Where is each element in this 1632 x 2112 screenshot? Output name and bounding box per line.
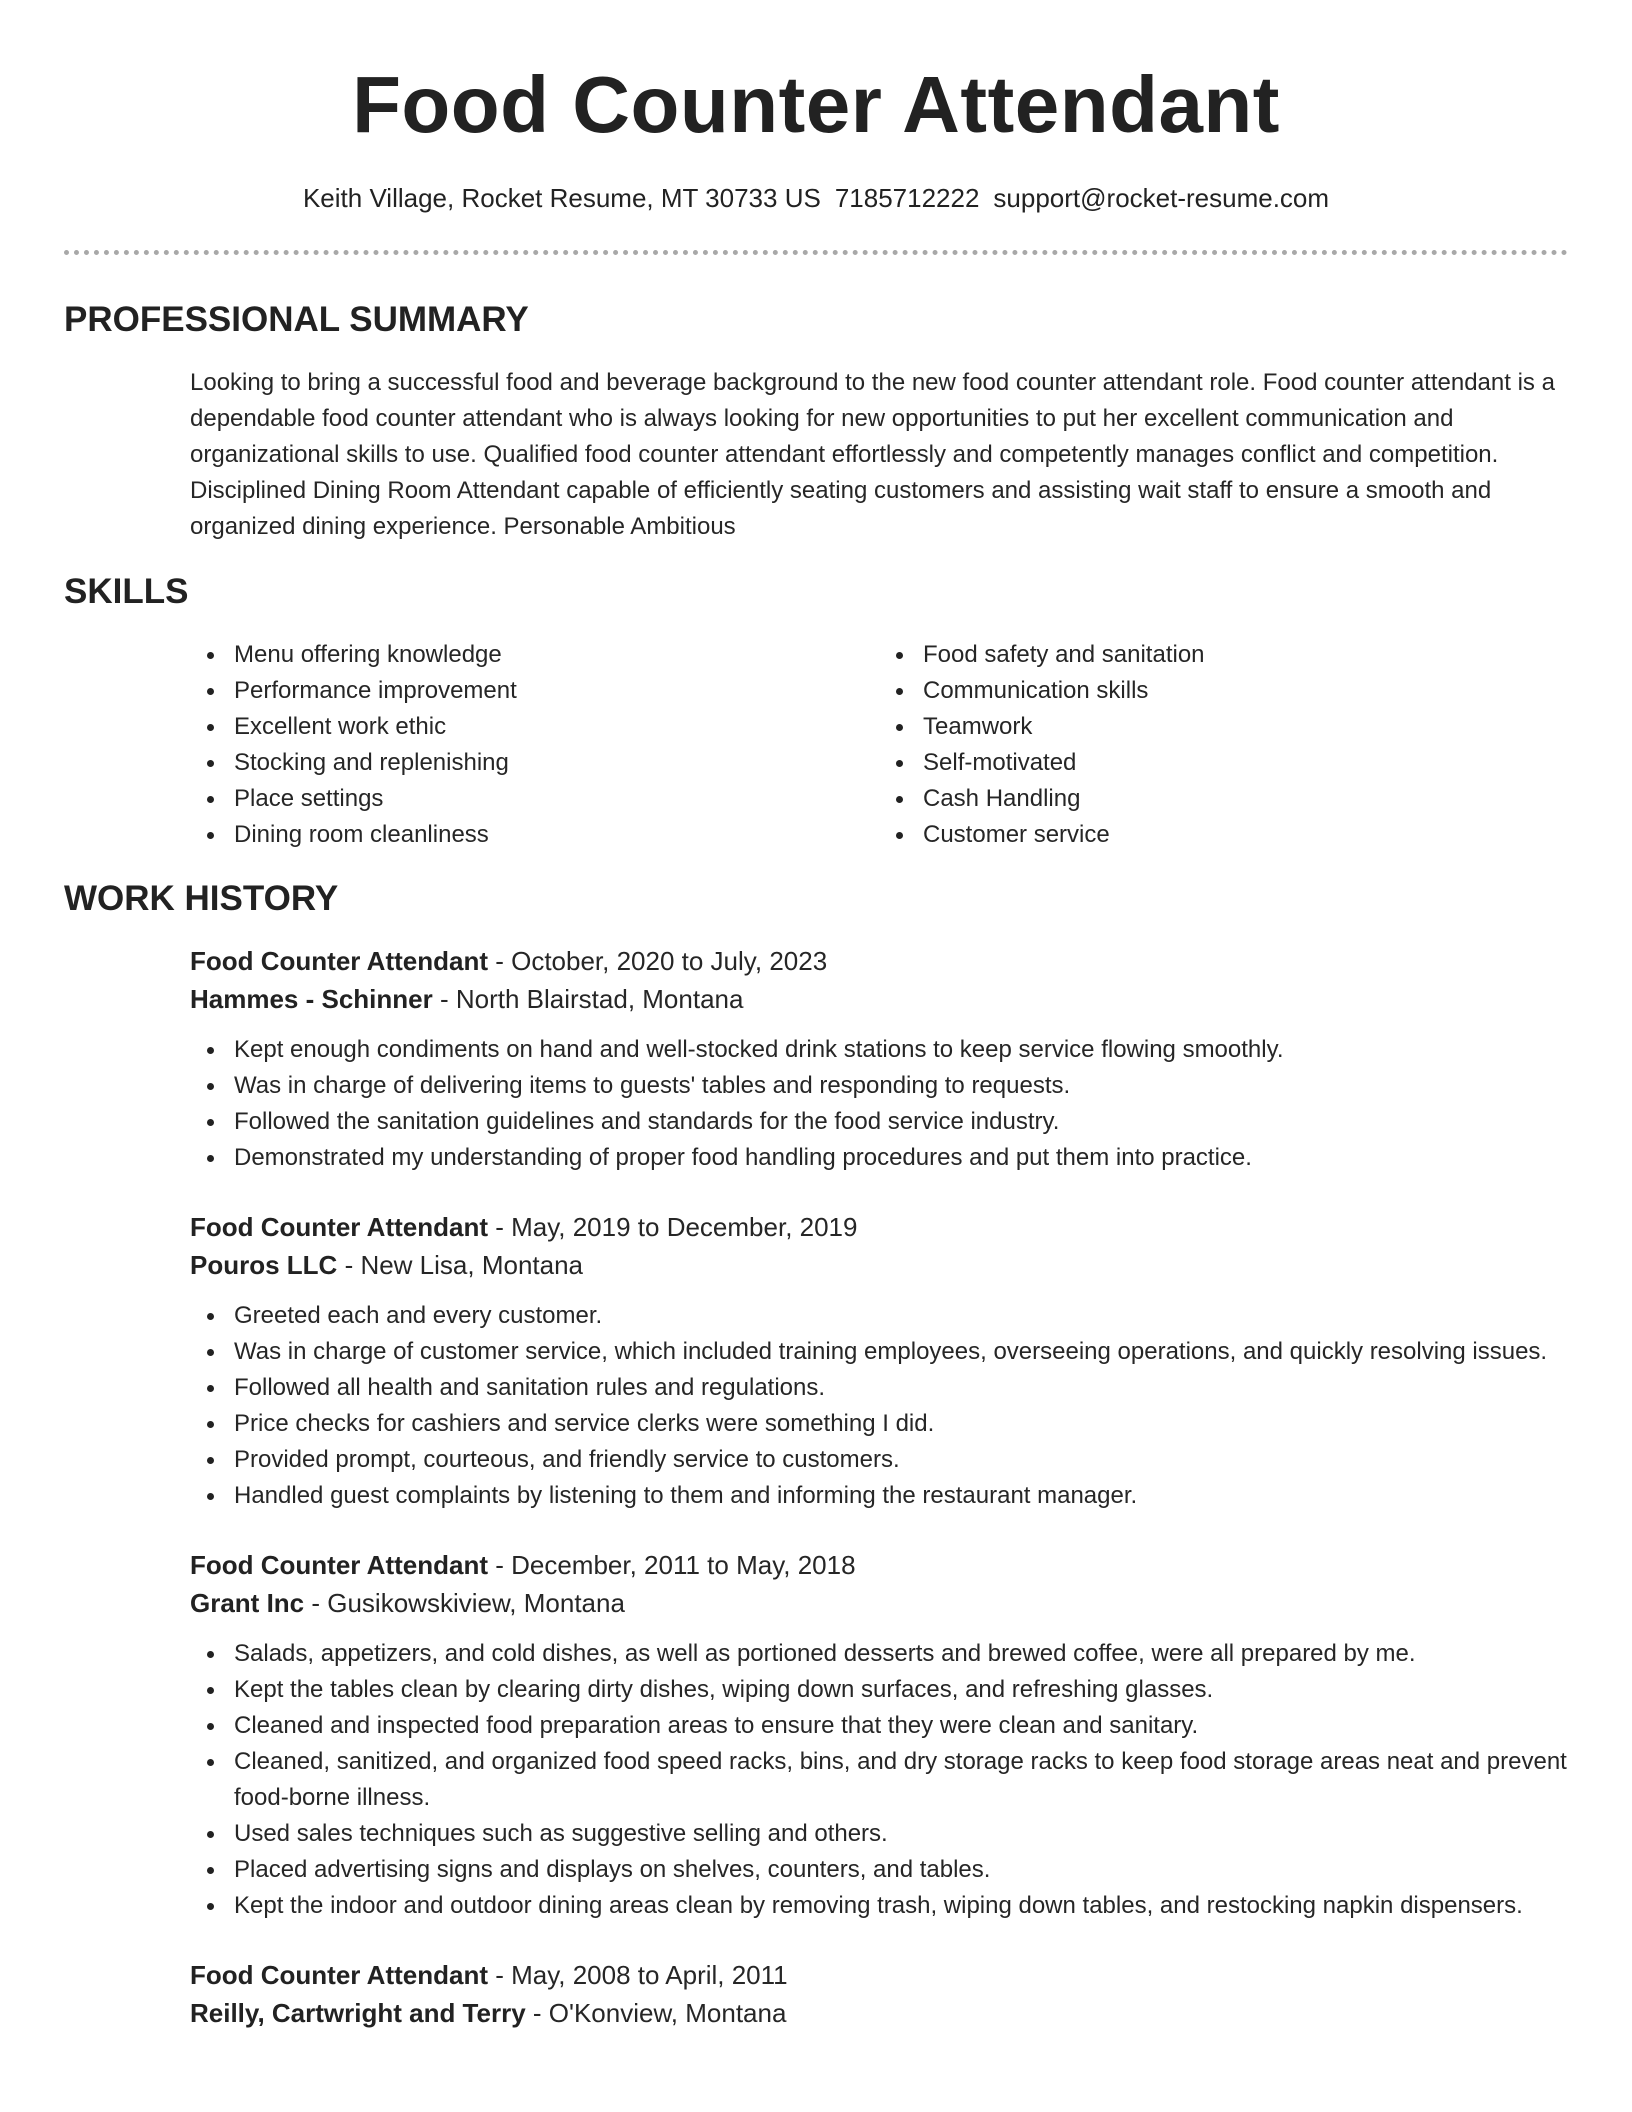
candidate-name: Food Counter Attendant (352, 60, 1280, 149)
job-role: Food Counter Attendant (190, 1212, 488, 1242)
job-bullet: Was in charge of customer service, which included training employees, overseeing operations, and quickly resolving issues. (234, 1334, 1568, 1370)
skill-item: Teamwork (923, 709, 1568, 745)
job-location: - New Lisa, Montana (337, 1250, 584, 1280)
job-entry (190, 1956, 1568, 2032)
job-bullet: Salads, appetizers, and cold dishes, as well as portioned desserts and brewed coffee, were all prepared by me. (234, 1636, 1568, 1672)
job-bullet: Followed the sanitation guidelines and standards for the food service industry. (234, 1104, 1568, 1140)
job-bullet: Used sales techniques such as suggestive selling and others. (234, 1816, 1568, 1852)
job-bullet: Greeted each and every customer. (234, 1298, 1568, 1334)
job-bullet: Cleaned, sanitized, and organized food speed racks, bins, and dry storage racks to keep food storage areas neat and prevent food-borne illness. (234, 1744, 1568, 1816)
job-bullet: Kept enough condiments on hand and well-stocked drink stations to keep service flowing smoothly. (234, 1032, 1568, 1068)
contact-line (0, 181, 1632, 215)
contact-email: support@rocket-resume.com (993, 183, 1330, 213)
skills-columns (190, 637, 1568, 853)
skill-item: Performance improvement (234, 673, 879, 709)
skill-item: Food safety and sanitation (923, 637, 1568, 673)
section-title-skills: SKILLS (64, 572, 189, 611)
work-history-section (64, 878, 1568, 2032)
skills-list-right (879, 637, 1568, 853)
skills-section (64, 571, 1568, 853)
job-bullet: Handled guest complaints by listening to them and informing the restaurant manager. (234, 1478, 1568, 1514)
job-company: Reilly, Cartwright and Terry (190, 1998, 526, 2028)
skill-item: Self-motivated (923, 745, 1568, 781)
job-company: Hammes - Schinner (190, 984, 433, 1014)
job-bullet: Kept the indoor and outdoor dining areas clean by removing trash, wiping down tables, and restocking napkin dispensers. (234, 1888, 1568, 1924)
job-company: Grant Inc (190, 1588, 305, 1618)
job-location: - North Blairstad, Montana (432, 984, 744, 1014)
contact-address: Keith Village, Rocket Resume, MT 30733 US (302, 183, 821, 213)
skill-item: Place settings (234, 781, 879, 817)
skill-item: Communication skills (923, 673, 1568, 709)
job-company: Pouros LLC (190, 1250, 338, 1280)
job-location: - O'Konview, Montana (525, 1998, 787, 2028)
job-company-line (190, 1994, 1568, 2032)
header-divider (64, 250, 1568, 255)
contact-phone: 7185712222 (834, 183, 980, 213)
job-bullet: Placed advertising signs and displays on shelves, counters, and tables. (234, 1852, 1568, 1888)
job-location: - Gusikowskiview, Montana (304, 1588, 625, 1618)
job-company-line (190, 1584, 1568, 1622)
skills-list-left (190, 637, 879, 853)
skill-item: Customer service (923, 817, 1568, 853)
summary-section (64, 299, 1568, 545)
job-dates: - October, 2020 to July, 2023 (487, 946, 828, 976)
skill-item: Excellent work ethic (234, 709, 879, 745)
job-bullet: Followed all health and sanitation rules and regulations. (234, 1370, 1568, 1406)
job-bullet: Kept the tables clean by clearing dirty dishes, wiping down surfaces, and refreshing glasses. (234, 1672, 1568, 1708)
section-title-summary: PROFESSIONAL SUMMARY (64, 300, 529, 339)
job-title-line (190, 1956, 1568, 1994)
job-title-line (190, 1546, 1568, 1584)
job-company-line (190, 1246, 1568, 1284)
skill-item: Cash Handling (923, 781, 1568, 817)
skill-item: Menu offering knowledge (234, 637, 879, 673)
skill-item: Dining room cleanliness (234, 817, 879, 853)
job-bullet: Price checks for cashiers and service clerks were something I did. (234, 1406, 1568, 1442)
job-dates: - December, 2011 to May, 2018 (487, 1550, 856, 1580)
job-bullets (190, 1032, 1568, 1176)
job-bullet: Was in charge of delivering items to guests' tables and responding to requests. (234, 1068, 1568, 1104)
job-dates: - May, 2019 to December, 2019 (487, 1212, 858, 1242)
job-bullets (190, 1636, 1568, 1924)
job-role: Food Counter Attendant (190, 1960, 488, 1990)
job-title-line (190, 942, 1568, 980)
job-role: Food Counter Attendant (190, 946, 488, 976)
job-entry (190, 1546, 1568, 1924)
skill-item: Stocking and replenishing (234, 745, 879, 781)
job-company-line (190, 980, 1568, 1018)
job-dates: - May, 2008 to April, 2011 (487, 1960, 788, 1990)
section-title-work: WORK HISTORY (64, 879, 339, 918)
job-entry (190, 942, 1568, 1176)
job-title-line (190, 1208, 1568, 1246)
job-role: Food Counter Attendant (190, 1550, 488, 1580)
job-bullet: Provided prompt, courteous, and friendly service to customers. (234, 1442, 1568, 1478)
summary-text: Looking to bring a successful food and beverage background to the new food counter attendant role. Food counter attendant is a dependable food counter attendant who is always looking for new opportunities to put her excellent communication and organizational skills to use. Qualified food counter attendant effortlessly and competently manages conflict and competition. Disciplined Dining Room Attendant capable of efficiently seating customers and assisting wait staff to ensure a smooth and organized dining experience. Personable Ambitious (190, 369, 1555, 540)
job-entry (190, 1208, 1568, 1514)
job-bullets (190, 1298, 1568, 1514)
job-bullet: Demonstrated my understanding of proper food handling procedures and put them into practice. (234, 1140, 1568, 1176)
job-bullet: Cleaned and inspected food preparation areas to ensure that they were clean and sanitary. (234, 1708, 1568, 1744)
